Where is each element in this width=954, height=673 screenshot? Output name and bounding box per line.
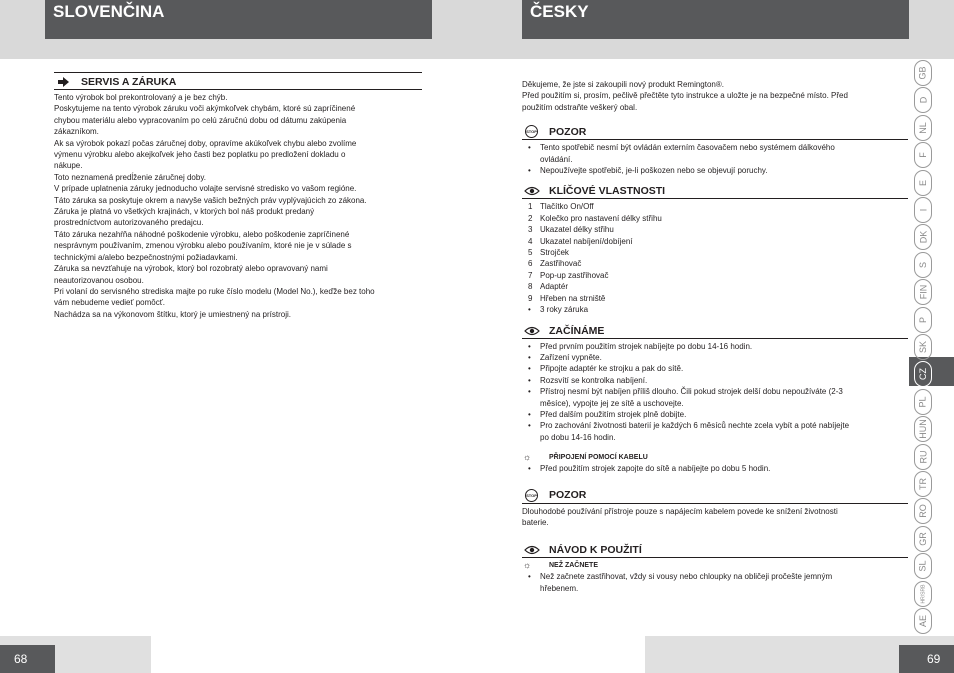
text-line: použitím odstraňte veškerý obal. [522,102,638,112]
language-tab-label: HR/SRB [920,584,926,604]
feature-number: 2 [528,213,533,223]
feature-number: 1 [528,202,533,212]
text-line: Před použitím si, prosím, pečlivě přečtěte tyto instrukce a uložte je na bezpečné místo. Před [522,91,848,101]
cable-subheading-text: PŘIPOJENÍ POMOCÍ KABELU [549,454,648,462]
text-line: nákupe. [54,161,83,171]
language-tab-label: D [918,97,928,104]
pozor-section-1 [522,125,908,176]
feature-text: Tlačítko On/Off [540,202,594,212]
language-tab-gb[interactable] [914,60,932,86]
language-tab-ro[interactable] [914,498,932,524]
feature-number: 4 [528,236,533,246]
bottom-band [0,636,954,673]
feature-item [522,281,908,292]
list-item-line: • Než začnete zastřihovat, vždy si vousy nebo chloupky na obličeji pročešte jemným [540,572,833,582]
usage-subheading [522,560,908,571]
language-tab-label: SK [917,340,928,354]
list-item [522,341,908,352]
usage-heading [522,544,908,558]
pozor-text-2 [522,506,908,529]
text-line: technickými a/alebo bezpečnostnými požiadavkami. [54,252,238,262]
eye-icon [522,545,541,555]
language-tab-label: SL [917,560,928,572]
eye-icon [522,186,541,196]
pozor-list-1 [522,142,908,176]
left-page-title: SLOVENČINA [45,0,432,39]
list-item [522,165,908,176]
cable-list [522,463,908,474]
text-line: Dlouhodobé používání přístroje pouze s napájecím kabelem povede ke snížení životnosti [522,506,838,516]
feature-text: Hřeben na strniště [540,293,606,303]
list-item [522,409,908,420]
list-item-line: • Pro zachování životnosti baterií je každých 6 měsíců nechte zcela vybít a poté nabíjejte [540,421,850,431]
features-heading-text: KLÍČOVÉ VLASTNOSTI [549,185,666,198]
text-line: neautorizovanou osobou. [54,275,144,285]
language-tab-label: DK [917,231,928,244]
feature-text: Ukazatel délky střihu [540,225,614,235]
list-item [522,420,908,443]
feature-number: 6 [528,259,533,269]
text-line: baterie. [522,517,549,527]
stop-icon: STOP [525,125,538,138]
language-tab-label: RU [918,450,928,464]
features-list [522,201,908,315]
list-item-line: • Zařízení vypněte. [540,352,602,362]
list-item-line: • Před dalším použitím strojek plně dobijte. [540,409,687,419]
language-tab-gr[interactable] [914,526,932,552]
text-line: prostredníctvom autorizovaného predajcu. [54,218,204,228]
usage-heading-text: NÁVOD K POUŽITÍ [549,544,642,557]
feature-number: 7 [528,270,533,280]
feature-item [522,224,908,235]
feature-text: 3 roky záruka [540,305,589,315]
pozor-section-2 [522,489,908,529]
language-tab-label: PL [917,396,928,408]
language-tab-dk[interactable] [914,224,932,250]
cable-subheading [522,452,908,463]
feature-item [522,258,908,269]
pozor-heading-text: POZOR [549,489,587,502]
usage-list [522,571,908,594]
section-heading-servis [54,72,422,90]
feature-number: • [528,305,531,315]
text-line: Táto záruka nezahŕňa náhodné poškodenie výrobku, alebo poškodenie zapríčinené [54,229,350,239]
usage-subheading-text: NEŽ ZAČNETE [549,562,598,570]
language-tab-tr[interactable] [914,471,932,497]
feature-item [522,293,908,304]
feature-text: Ukazatel nabíjení/dobíjení [540,236,633,246]
start-heading-text: ZAČÍNÁME [549,324,605,337]
feature-number: 5 [528,248,533,258]
language-tab-label: FIN [918,284,928,300]
list-item [522,363,908,374]
language-tab-p[interactable] [914,307,932,333]
text-line: Tento výrobok bol prekontrolovaný a je bez chýb. [54,93,228,102]
language-tab-label: S [917,261,928,268]
text-line: Ak sa výrobok pokazí počas záručnej doby, opravíme akúkoľvek chybu alebo zvolíme [54,138,357,148]
text-line: Záruka sa nevzťahuje na výrobok, ktorý bol rozobratý alebo opravovaný nami [54,264,328,274]
right-page-number: 69 [899,645,954,673]
language-tab-pl[interactable] [914,389,932,415]
list-item-line: • Před prvním použitím strojek nabíjejte po dobu 14-16 hodin. [540,341,753,351]
list-item [522,352,908,363]
arrow-right-icon [54,77,73,87]
list-item [522,386,908,409]
pozor-heading-text: POZOR [549,125,587,138]
feature-text: Zastřihovač [540,259,582,269]
list-item [522,142,908,165]
features-heading [522,185,908,199]
sun-icon: ☼ [523,452,532,463]
language-tab-ae[interactable] [914,608,932,634]
language-tab-fin[interactable] [914,279,932,305]
text-line: výmenu výrobku alebo akejkoľvek jeho časti bez poplatku po predložení dokladu o [54,150,346,160]
intro-text [522,79,908,113]
feature-item [522,201,908,212]
language-tab-sl[interactable] [914,553,932,579]
pozor-heading-1 [522,125,908,140]
list-item-line: • Rozsvítí se kontrolka nabíjení. [540,375,648,385]
feature-item [522,304,908,315]
text-line: V prípade uplatnenia záruky jednoducho volajte servisné stredisko vo vašom regióne. [54,184,357,194]
text-line: Děkujeme, že jste si zakoupili nový produkt Remington®. [522,80,724,89]
language-tab-hun[interactable] [914,416,932,442]
language-tab-bar [909,59,954,636]
language-tab-label: HUN [918,419,928,439]
right-page-title: ČESKY [522,0,909,39]
feature-text: Kolečko pro nastavení délky střihu [540,213,662,223]
sun-icon: ☼ [523,560,532,571]
feature-text: Strojček [540,248,569,258]
language-tab-label: RO [918,504,928,519]
language-tab-label: TR [918,478,928,490]
list-item [522,463,908,474]
language-tab-label: E [917,179,928,186]
features-section [522,185,908,315]
text-line: Toto neznamená predĺženie záručnej doby. [54,172,206,182]
list-item-line: ovládání. [540,154,573,164]
left-page-number: 68 [0,645,55,673]
stop-icon: STOP [525,489,538,502]
list-item-line: • Nepoužívejte spotřebič, je-li poškozen nebo se objevují poruchy. [540,166,768,176]
start-section [522,325,908,475]
text-line: zákazníkom. [54,127,99,137]
text-line: Táto záruka sa poskytuje okrem a navyše vašich bežných práv vyplývajúcich zo zákona. [54,195,367,205]
language-tab-f[interactable] [914,142,932,168]
language-tab-i[interactable] [914,197,932,223]
pozor-heading-2 [522,489,908,504]
text-line: nesprávnym používaním, zmenou výrobku alebo používaním, ktoré nie je v súlade s [54,241,352,251]
language-tab-d[interactable] [914,87,932,113]
language-tab-ru[interactable] [914,444,932,470]
usage-section [522,544,908,594]
language-tab-cz[interactable] [914,361,932,387]
text-line: vám nebudeme vedieť pomôcť. [54,298,165,308]
feature-number: 8 [528,282,533,292]
section-heading-text: SERVIS A ZÁRUKA [81,76,177,88]
language-tab-label: CZ [918,368,928,381]
language-tab-label: GR [918,532,928,546]
language-tab-label: F [918,152,928,158]
feature-text: Adaptér [540,282,569,292]
list-item-line: hřebenem. [540,583,579,593]
language-tab-sk[interactable] [914,334,932,360]
text-line: Záruka je platná vo všetkých krajinách, v ktorých bol náš produkt predaný [54,207,315,217]
left-column [54,72,422,320]
text-line: Pri volaní do servisného strediska majte po ruke číslo modelu (Model No.), keďže bez toho [54,286,375,296]
language-tab-label: I [917,208,928,212]
feature-text: Pop-up zastřihovač [540,270,609,280]
text-line: Nachádza sa na výkonovom štítku, ktorý je umiestnený na prístroji. [54,309,291,319]
start-list [522,341,908,444]
right-column [522,79,908,594]
feature-item [522,247,908,258]
language-tab-hr-srb[interactable] [914,581,932,607]
text-line: Poskytujeme na tento výrobok záruku voči akýmkoľvek chybám, ktoré sú zapríčinené [54,104,356,114]
feature-item [522,213,908,224]
feature-item [522,236,908,247]
list-item-line: po dobu 14-16 hodin. [540,432,616,442]
feature-number: 3 [528,225,533,235]
eye-icon [522,326,541,336]
list-item-line: měsíce), vypojte jej ze sítě a uschovejte. [540,398,684,408]
start-heading [522,325,908,339]
language-tab-e[interactable] [914,170,932,196]
feature-item [522,270,908,281]
language-tab-s[interactable] [914,252,932,278]
text-line: chybou materiálu alebo vypracovaním po celú záručnú dobu od dátumu zakúpenia [54,115,347,125]
servis-body-text [54,92,422,320]
list-item [522,571,908,594]
language-tab-nl[interactable] [914,115,932,141]
list-item [522,375,908,386]
list-item-line: • Tento spotřebič nesmí být ovládán externím časovačem nebo systémem dálkového [540,143,835,153]
list-item-line: • Připojte adaptér ke strojku a pak do sítě. [540,364,684,374]
list-item-line: • Přístroj nesmí být nabíjen příliš dlouho. Čili pokud strojek delší dobu nepoužíváte (2-3 [540,387,843,397]
language-tab-label: NL [917,122,928,134]
list-item-line: • Před použitím strojek zapojte do sítě a nabíjejte po dobu 5 hodin. [540,464,771,474]
language-tab-label: GB [917,66,928,80]
language-tab-label: P [917,316,928,323]
language-tab-label: AE [917,614,928,628]
feature-number: 9 [528,293,533,303]
